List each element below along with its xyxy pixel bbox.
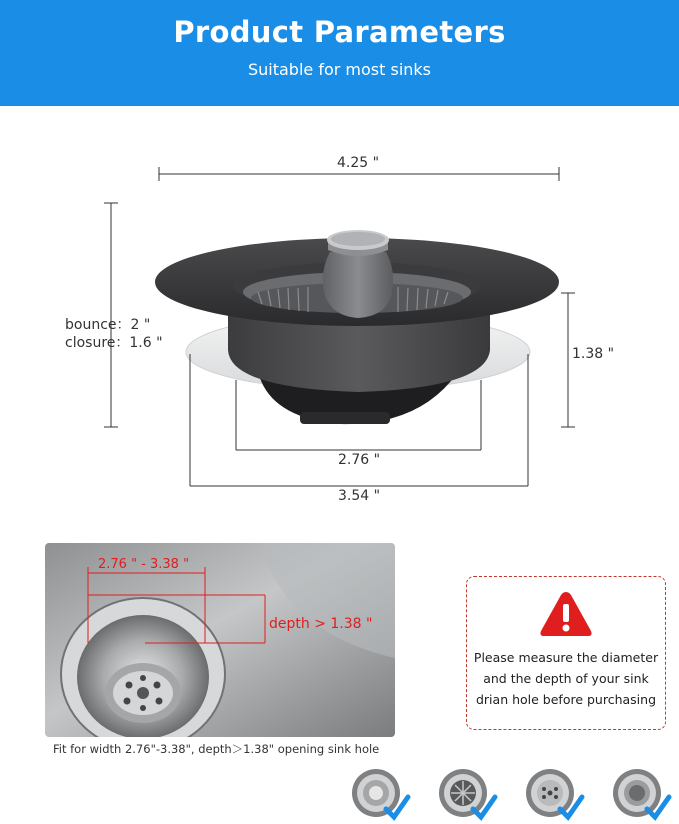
sink-drain-plain-icon — [348, 765, 412, 824]
warning-line-1: Please measure the diameter — [473, 650, 659, 665]
warning-box — [466, 576, 666, 730]
height-label: 1.38 " — [572, 346, 615, 362]
depth-label: depth > 1.38 " — [269, 616, 373, 632]
sink-drain-holes-icon — [522, 765, 586, 824]
sink-hole-photo — [45, 543, 395, 737]
header-banner — [0, 0, 679, 106]
range-label: 2.76 " - 3.38 " — [98, 557, 190, 572]
warning-text — [467, 647, 665, 710]
bounce-label: bounce：2 " — [65, 317, 151, 333]
warning-line-3: drian hole before purchasing — [475, 692, 657, 707]
warning-line-2: and the depth of your sink — [483, 671, 649, 686]
sink-hole-illustration — [45, 543, 395, 737]
compatible-drains-row — [0, 765, 679, 824]
photo-caption: Fit for width 2.76"-3.38", depth＞1.38" opening sink hole — [53, 742, 380, 756]
page-title: Product Parameters — [173, 15, 506, 49]
top-width-label: 4.25 " — [337, 155, 380, 171]
closure-label: closure：1.6 " — [65, 335, 163, 351]
sink-drain-round-icon — [609, 765, 673, 824]
page-subtitle: Suitable for most sinks — [247, 60, 432, 79]
bottom-outer-label: 3.54 " — [338, 488, 381, 504]
bottom-inner-label: 2.76 " — [338, 452, 381, 468]
sink-drain-basket-icon — [435, 765, 499, 824]
warning-icon — [538, 589, 594, 639]
